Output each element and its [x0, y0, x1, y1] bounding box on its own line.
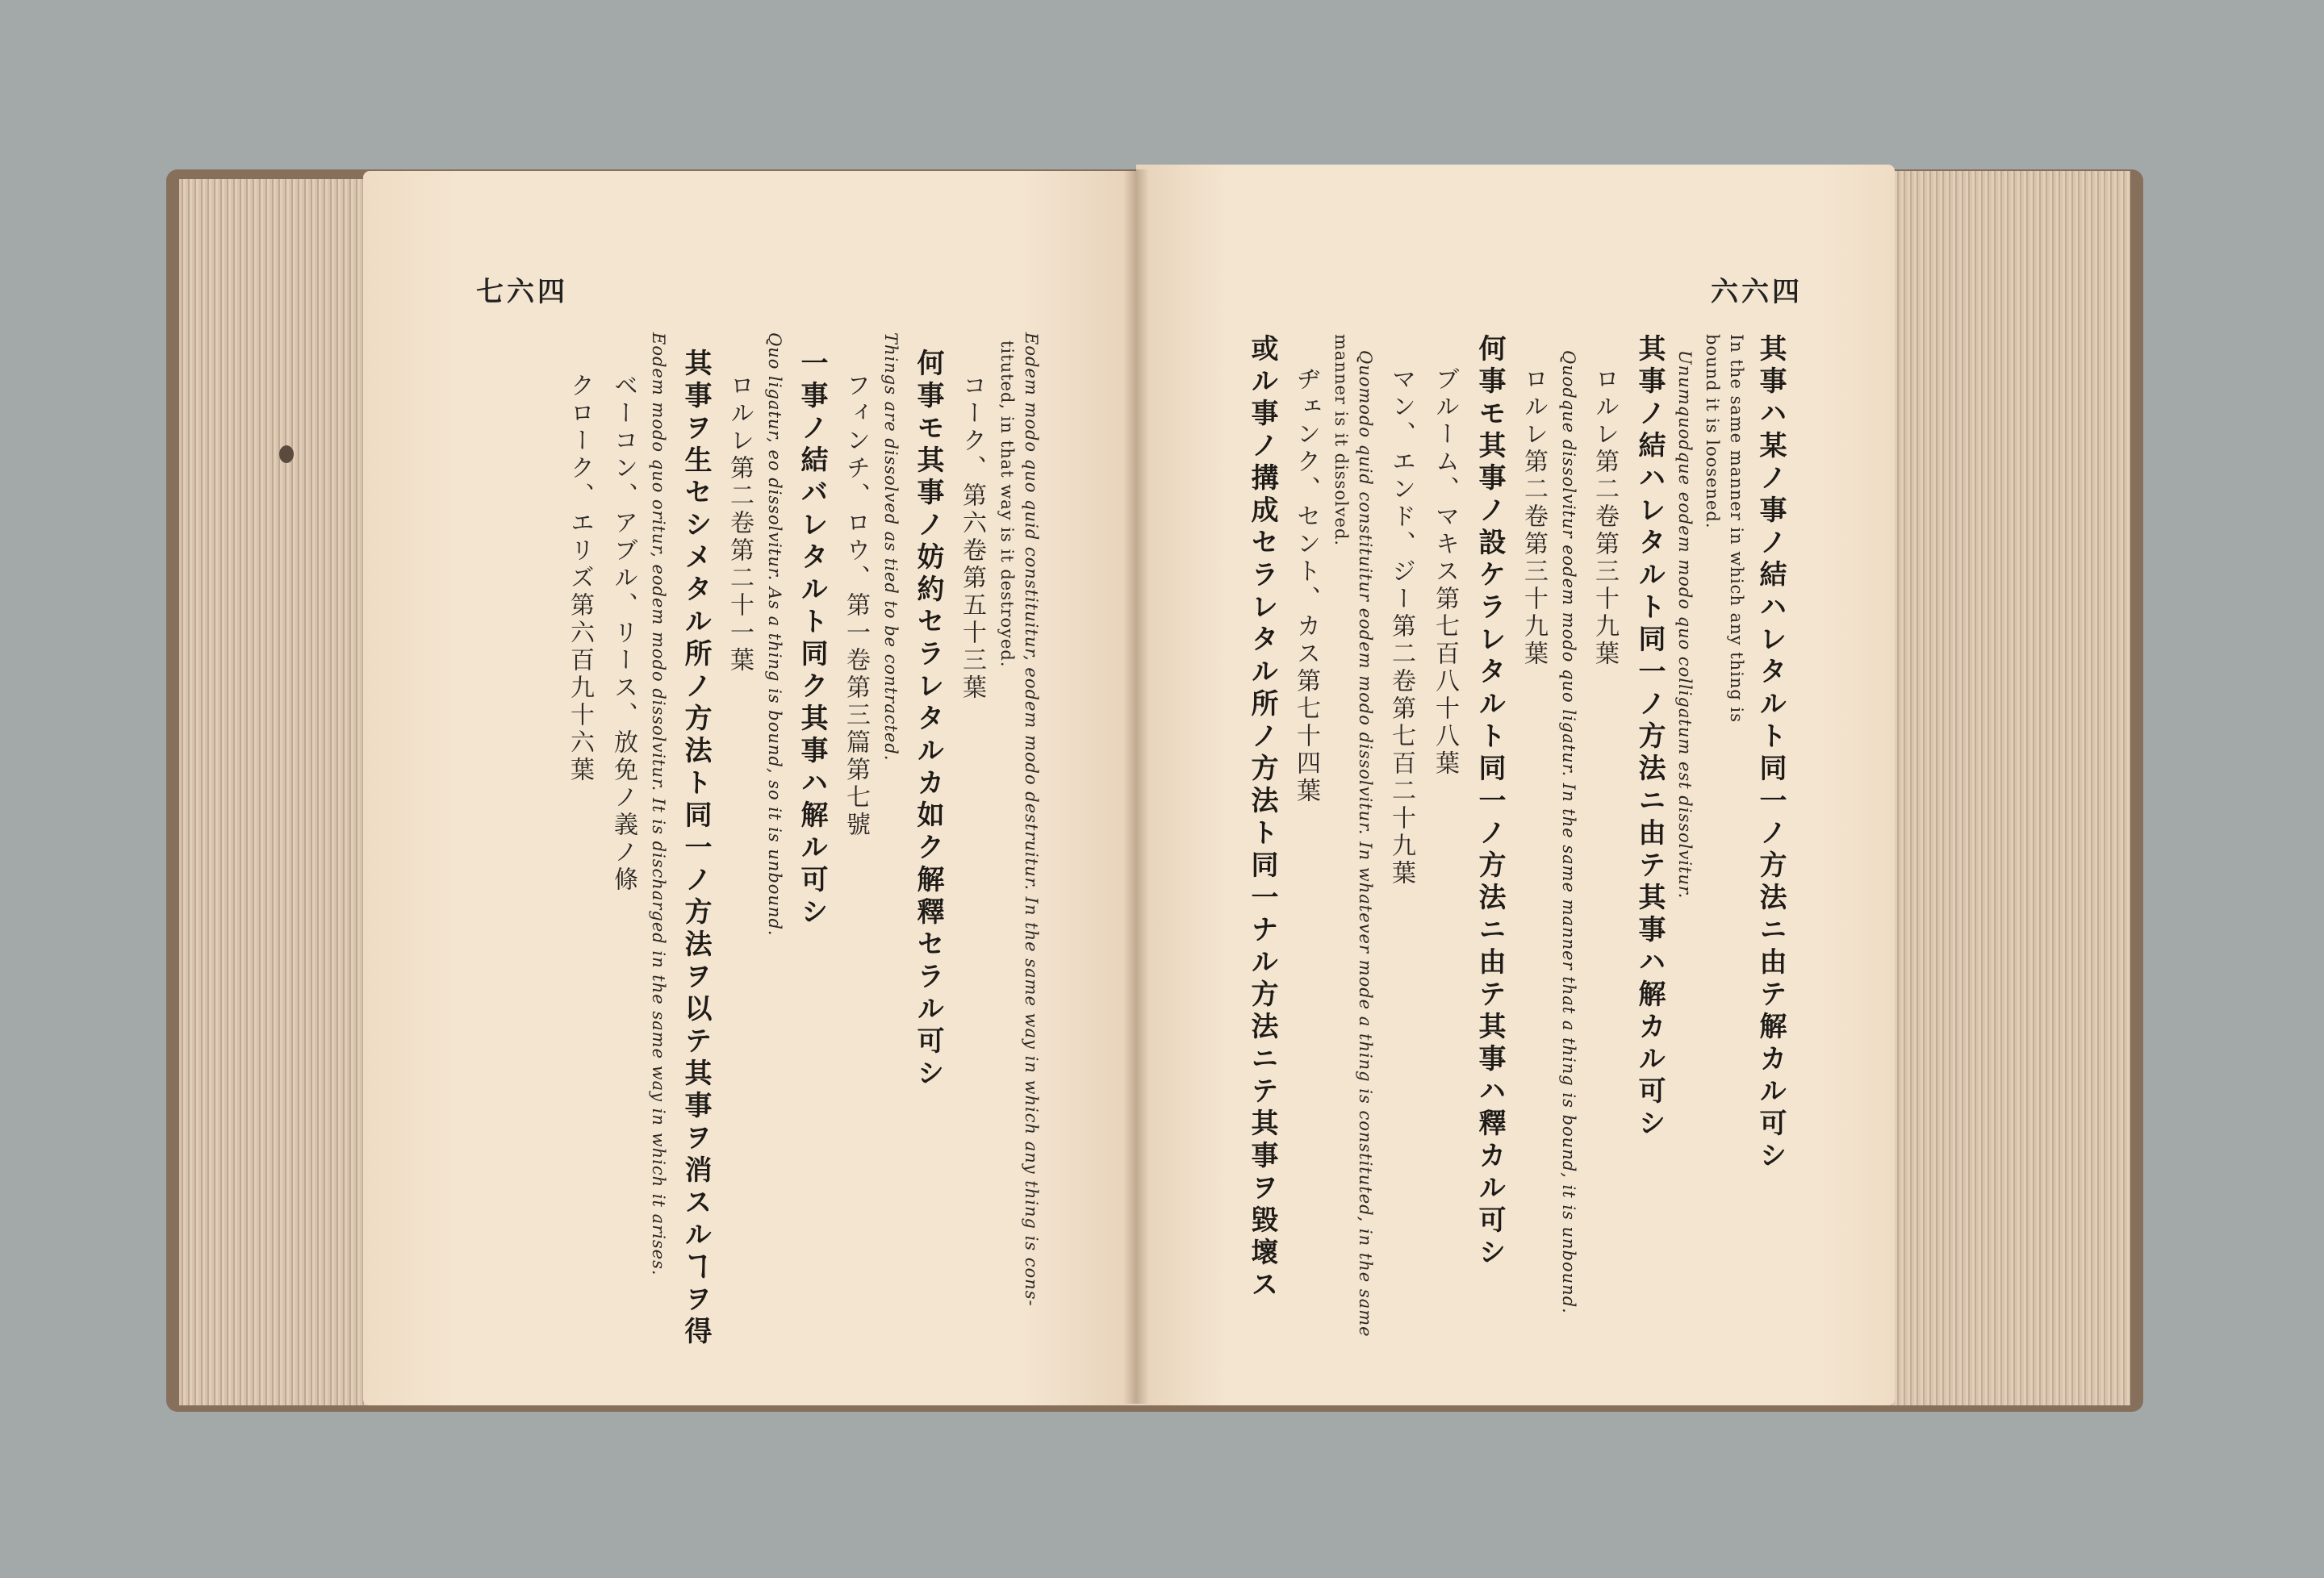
right-page-edges: [1888, 171, 2130, 1405]
citation-line: マン、エンド、ジー第二卷第七百二十九葉: [1387, 366, 1415, 887]
english-text-line: bound it is loosened.: [1703, 334, 1722, 529]
gutter: [1123, 169, 1149, 1404]
citation-line: フィンチ、ロウ、第一卷第三篇第七號: [842, 373, 870, 839]
latin-text-line: Quodque dissolvitur eodem modo quo ligatur. In the same manner that a thing is bound, it is unbound.: [1559, 350, 1578, 1314]
japanese-maxim-line: 何事モ其事ノ妨約セラレタルカ如ク解釋セラル可シ: [912, 349, 944, 1091]
japanese-maxim-line: 其事ノ結ハレタルト同一ノ方法ニ由テ其事ハ解カル可シ: [1633, 334, 1666, 1141]
right-page: [1136, 165, 1895, 1405]
citation-line: ロルレ第二卷第二十一葉: [725, 373, 754, 674]
page-number: 七六四: [476, 276, 568, 308]
citation-line: ヂェンク、セント、カス第七十四葉: [1292, 366, 1320, 805]
japanese-maxim-line: 其事ハ某ノ事ノ結ハレタルト同一ノ方法ニ由テ解カル可シ: [1754, 334, 1787, 1173]
latin-text-line: Unumquodque eodem modo quo colligatum est dissolvitur.: [1675, 350, 1695, 900]
citation-line: クローク、エリズ第六百九十六葉: [566, 373, 594, 784]
citation-line: ロルレ第二卷第三十九葉: [1519, 366, 1548, 668]
latin-text-line: Eodem modo quo quid constituitur, eodem modo destruitur. In the same way in which any thing is cons-: [1022, 332, 1041, 1307]
latin-text-line: Eodem modo quo oritur, eodem modo dissolvitur. It is discharged in the same way in which it arises.: [649, 332, 668, 1276]
latin-text-line: Quo ligatur, eo dissolvitur. As a thing is bound, so it is unbound.: [765, 332, 784, 937]
left-page-edges: [179, 179, 373, 1405]
citation-line: ロルレ第二卷第三十九葉: [1590, 366, 1619, 668]
citation-line: ブルーム、マキス第七百八十八葉: [1431, 366, 1459, 778]
english-text-line: In the same manner in which any thing is: [1727, 334, 1746, 723]
citation-line: ベーコン、アブル、リース、放免ノ義ノ條: [609, 373, 637, 894]
english-text-line: manner is it dissolved.: [1331, 334, 1351, 547]
english-text-line: tituted, in that way is it destroyed.: [997, 340, 1017, 668]
citation-line: コーク、第六卷第五十三葉: [958, 373, 986, 702]
binding-hole: [279, 445, 294, 463]
page-number: 六六四: [1711, 276, 1803, 308]
japanese-maxim-line: 或ル事ノ搆成セラレタル所ノ方法ト同一ナル方法ニテ其事ヲ毀壞ス: [1246, 334, 1278, 1302]
japanese-maxim-line: 何事モ其事ノ設ケラレタルト同一ノ方法ニ由テ其事ハ釋カル可シ: [1473, 334, 1506, 1270]
latin-text-line: Things are dissolved as tied to be contracted.: [881, 332, 901, 762]
japanese-maxim-line: 一事ノ結バレタルト同ク其事ハ解ル可シ: [796, 349, 828, 929]
latin-text-line: Quomodo quid constituitur eodem modo dissolvitur. In whatever mode a thing is constituted, in the same: [1356, 350, 1375, 1338]
left-page: [363, 171, 1136, 1405]
japanese-maxim-line: 其事ヲ生セシメタル所ノ方法ト同一ノ方法ヲ以テ其事ヲ消スルヿヲ得: [679, 349, 712, 1349]
